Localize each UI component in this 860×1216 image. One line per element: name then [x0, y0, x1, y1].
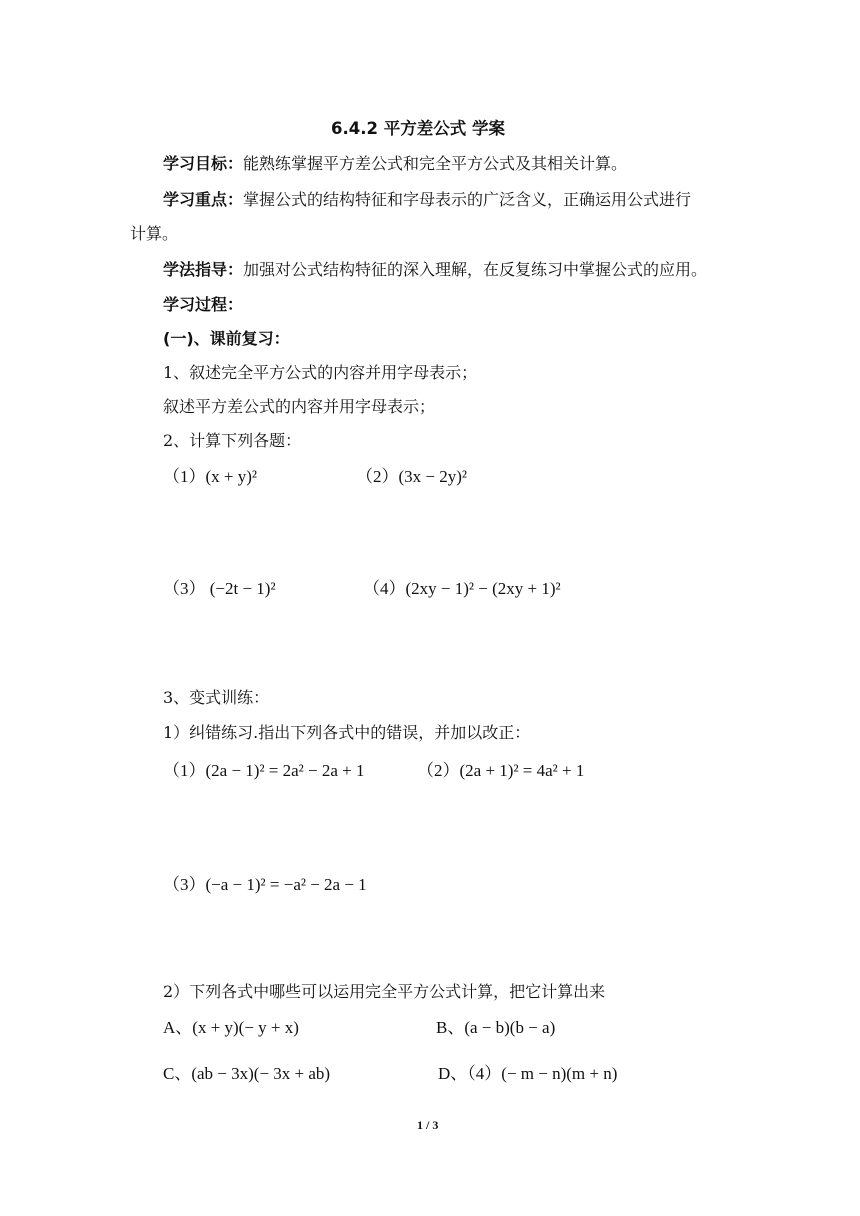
item3: 3、变式训练： [163, 688, 270, 707]
question-3: （3） (−2t − 1)² [163, 579, 276, 598]
error-item-1: （1）(2a − 1)² = 2a² − 2a + 1 [163, 761, 365, 780]
section1-heading: (一)、课前复习： [163, 329, 290, 348]
page-title: 6.4.2 平方差公式 学案 [331, 119, 505, 138]
item2: 2、计算下列各题： [163, 431, 302, 450]
sub-exercise-1: 1）纠错练习.指出下列各式中的错误，并加以改正： [163, 723, 531, 742]
learning-objective [163, 153, 627, 175]
question-4: （4）(2xy − 1)² − (2xy + 1)² [363, 579, 561, 598]
sub-exercise-2: 2）下列各式中哪些可以运用完全平方公式计算，把它计算出来 [163, 982, 606, 1001]
error-item-3: （3）(−a − 1)² = −a² − 2a − 1 [163, 875, 367, 894]
option-b: B、(a − b)(b − a) [436, 1018, 556, 1037]
question-1: （1）(x + y)² [163, 467, 258, 486]
option-c: C、(ab − 3x)(− 3x + ab) [163, 1064, 331, 1083]
item1-line1: 1、叙述完全平方公式的内容并用字母表示； [163, 363, 478, 382]
key-points [163, 189, 691, 211]
process-label: 学习过程： [163, 295, 244, 314]
item1-line2: 叙述平方差公式的内容并用字母表示； [163, 397, 436, 416]
objective-label: 学习目标： [163, 154, 244, 173]
error-item-2: （2）(2a + 1)² = 4a² + 1 [417, 761, 585, 780]
key-label: 学习重点： [163, 190, 244, 209]
method-text: 加强对公式结构特征的深入理解，在反复练习中掌握公式的应用。 [243, 260, 708, 279]
key-text-line1: 掌握公式的结构特征和字母表示的广泛含义，正确运用公式进行 [243, 190, 692, 209]
key-text-line2: 计算。 [130, 224, 179, 243]
page-number: 1 / 3 [417, 1118, 439, 1132]
method-label: 学法指导： [163, 260, 244, 279]
option-a: A、(x + y)(− y + x) [163, 1018, 299, 1037]
question-2: （2）(3x − 2y)² [356, 467, 468, 486]
method-guidance [163, 259, 707, 281]
objective-text: 能熟练掌握平方差公式和完全平方公式及其相关计算。 [243, 154, 628, 173]
option-d: D、（4）(− m − n)(m + n) [438, 1064, 618, 1083]
